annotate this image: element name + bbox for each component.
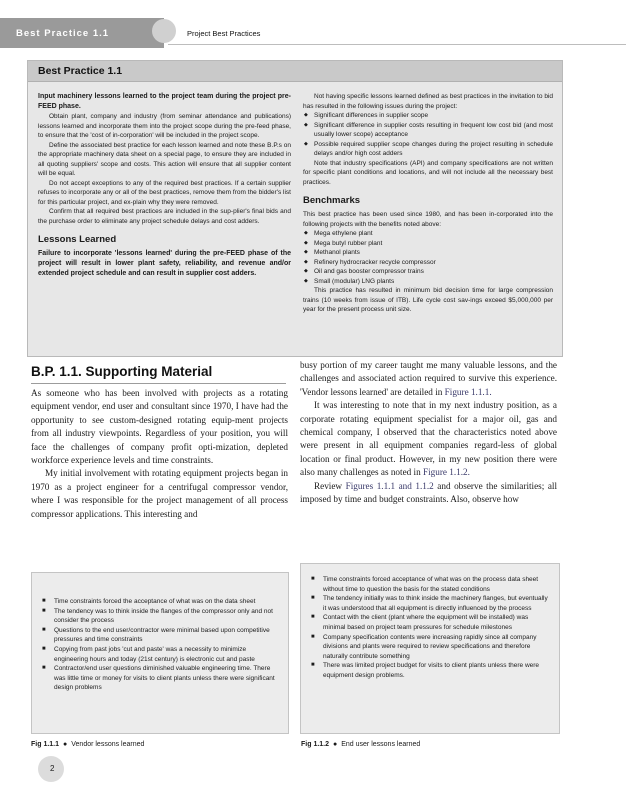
issues-list (303, 111, 553, 159)
body-paragraph (300, 359, 557, 399)
best-practice-paragraph: Do not accept exceptions to any of the required best practices. If a certain supplier refuses to incorporate any or all of the best practices, remove them from the bidder's list for this particular project, and ex-plain why they were removed. (38, 179, 291, 206)
body-left-column (31, 387, 288, 521)
page-number: 2 (50, 764, 55, 773)
best-practice-paragraph: Obtain plant, company and industry (from seminar attendance and publications) lessons learned and incorporate them into the project scope during the pre-feed phase, to ensure that the 'cost of in-corporation' will be included in the project scope. (38, 113, 291, 139)
list-item: ◆ Possible required supplier scope changes during the project resulting in schedule delays and/or high cost adders (303, 140, 553, 159)
projects-list (303, 229, 553, 286)
benchmarks-intro: This best practice has been used since 1980, and has been in-corporated into the following projects with the benefits noted above: (303, 211, 553, 228)
figure-link[interactable]: Figures 1.1.1 and 1.1.2 (345, 480, 434, 491)
figure-1-1-2-box (300, 563, 560, 734)
body-paragraph (300, 480, 557, 507)
body-paragraph: My initial involvement with rotating equipment projects began in 1970 as a project engineer for a centrifugal compressor vendor, where I was responsible for the project management of all process compressor applications. This interesting and (31, 468, 288, 519)
list-item: ■ Time constraints forced the acceptance of what was on the data sheet (40, 597, 280, 607)
body-paragraph (300, 399, 557, 479)
bullet-separator-icon: ● (333, 741, 338, 748)
figure-1-1-2-caption (301, 741, 420, 748)
running-title: Project Best Practices (187, 29, 261, 38)
body-text: It was interesting to note that in my next industry position, as a corporate rotating equipment specialist for a major oil, gas and chemical company, I observed that the characteristics noted above were present in all equipment companies regard-less of global location or final product. However, in my new position there were also many challenges as noted in (300, 400, 557, 478)
list-item: ■ Contractor/end user questions diminished valuable engineering time. There was little time or money for visits to client plants unless there were significant design problems (40, 664, 280, 693)
specifications-note: Note that industry specifications (API) and company specifications are not written for specific plant conditions and locations, and will not include all the necessary best practices. (303, 159, 553, 186)
section-title: B.P. 1.1. Supporting Material (31, 364, 213, 379)
header-circle-ornament (152, 19, 176, 43)
header-tab-label: Best Practice 1.1 (16, 28, 110, 39)
list-item: ■ Questions to the end user/contractor were minimal based upon competitive pressures and time constraints (40, 626, 280, 645)
header-rule (168, 44, 626, 45)
best-practice-left-column (38, 92, 291, 279)
body-text: and observe the similarities; all imposed by time and budget constraints. Also, observe how (300, 480, 558, 505)
section-rule (31, 383, 286, 384)
body-text: Review (314, 480, 343, 491)
benchmarks-heading: Benchmarks (303, 195, 361, 206)
end-user-lessons-list (309, 575, 551, 681)
list-item: ■ The tendency initially was to think inside the machinery flanges, but eventually it was understood that all equipment is directly influenced by the process (309, 594, 551, 613)
lessons-learned-text: Failure to incorporate 'lessons learned' during the pre-FEED phase of the project will result in lower plant safety, reliability, and revenue and/or extended project schedule and can result in supplier cost adders. (38, 250, 291, 277)
list-item: ■ Contact with the client (plant where the equipment will be installed) was minimal based on project team pressures for schedule milestones (309, 613, 551, 632)
issues-intro: Not having specific lessons learned defined as best practices in the invitation to bid has resulted in the following issues during the project: (303, 93, 553, 110)
list-item: ■ Company specification contents were increasing rapidly since all company divisions and plants were required to review specifications and therefore naturally contribute something (309, 633, 551, 662)
best-practice-lead: Input machinery lessons learned to the project team during the project pre-FEED phase. (38, 93, 291, 110)
figure-link[interactable]: Figure 1.1.2. (422, 467, 470, 478)
benchmarks-result: This practice has resulted in minimum bid decision time for large compression trains (10 weeks from issue of ITB). Life cycle cost sav-ings exceed $5,000,000 per year for the present process unit size. (303, 287, 553, 313)
list-item: ■ Time constraints forced acceptance of what was on the process data sheet without time to question the basis for the stated conditions (309, 575, 551, 594)
best-practice-box-title: Best Practice 1.1 (38, 65, 123, 77)
body-text: busy portion of my career taught me many valuable lessons, and the challenges and associated action required to survive this experience. 'Vendor lessons learned' are detailed in (300, 360, 557, 397)
figure-label: Fig 1.1.1 (31, 741, 60, 748)
body-right-column (300, 359, 557, 506)
figure-1-1-1-box (31, 572, 289, 734)
list-item: ◆ Refinery hydrocracker recycle compressor (303, 258, 553, 268)
list-item: ◆ Significant differences in supplier scope (303, 111, 553, 121)
best-practice-box-header (28, 61, 562, 82)
best-practice-box (27, 60, 563, 357)
list-item: ◆ Mega ethylene plant (303, 229, 553, 239)
vendor-lessons-list (40, 597, 280, 693)
figure-1-1-1-caption (31, 741, 144, 748)
list-item: ■ There was limited project budget for visits to client plants unless there were equipment design problems. (309, 661, 551, 680)
list-item: ◆ Small (modular) LNG plants (303, 277, 553, 287)
best-practice-paragraph: Define the associated best practice for each lesson learned and note these B.P.s on the appropriate machinery data sheet on a special page, to ensure they are included in all quoting suppliers' scope and costs. This action will ensure that all supplier content will be equal. (38, 141, 291, 177)
body-paragraph: As someone who has been involved with projects as a rotating equipment vendor, end user and consultant since 1970, I have had the opportunity to see custom-designed rotating equip-ment projects from all industry viewpoints. Regardless of your position, you will face the challenges of company profit opti-mization, depleted workforce experience levels and time constraints. (31, 388, 288, 466)
list-item: ■ The tendency was to think inside the flanges of the compressor only and not consider the process (40, 607, 280, 626)
list-item: ■ Copying from past jobs 'cut and paste' was a necessity to minimize engineering hours and today (21st century) is electronic cut and paste (40, 645, 280, 664)
list-item: ◆ Methanol plants (303, 248, 553, 258)
list-item: ◆ Mega butyl rubber plant (303, 239, 553, 249)
best-practice-right-column (303, 92, 553, 315)
figure-caption-text: Vendor lessons learned (71, 741, 145, 748)
bullet-separator-icon: ● (63, 741, 68, 748)
figure-label: Fig 1.1.2 (301, 741, 330, 748)
figure-link[interactable]: Figure 1.1.1. (444, 386, 492, 397)
figure-caption-text: End user lessons learned (341, 741, 421, 748)
best-practice-paragraph: Confirm that all required best practices are included in the sup-plier's final bids and the purchase order to eliminate any project schedule delays and cost adders. (38, 208, 291, 225)
lessons-learned-heading: Lessons Learned (38, 234, 117, 245)
list-item: ◆ Significant difference in supplier costs resulting in frequent low cost bid (and most usually lower scope) acceptance (303, 121, 553, 140)
list-item: ◆ Oil and gas booster compressor trains (303, 267, 553, 277)
